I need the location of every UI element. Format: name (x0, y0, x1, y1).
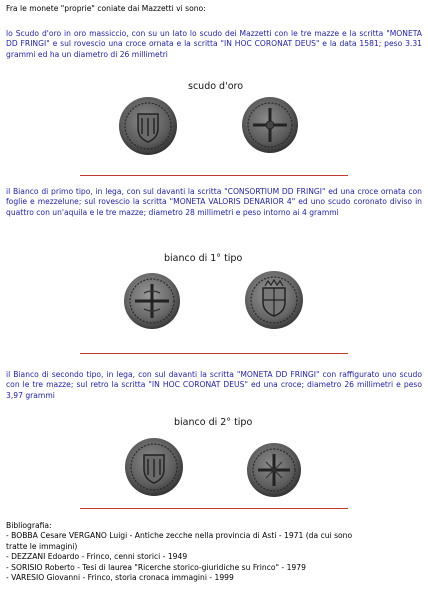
bibliography-entry: - SORISIO Roberto - Tesi di laurea "Ricerche storico-giuridiche su Frinco" - 1979 (6, 562, 306, 572)
scudo-oro-coins-image (106, 82, 316, 158)
bianco-primo-tipo-figure (108, 250, 320, 330)
bianco-secondo-tipo-caption: bianco di 2° tipo (174, 417, 253, 428)
divider (80, 508, 348, 509)
bibliography-entry: tratte le immagini) (6, 541, 78, 551)
bianco-primo-tipo-description: il Bianco di primo tipo, in lega, con sul davanti la scritta "CONSORTIUM DD FRINGI" ed una croce ornata con foglie e mezzelune; sul rovescio la scritta "MONETA VALORIS DENARIOR 4" ed uno scudo coronato diviso in quattro con un'aquila e le tre mazze; diametro 28 millimetri e peso intorno ai 4 grammi (6, 187, 422, 217)
bianco-primo-tipo-caption: bianco di 1° tipo (164, 253, 243, 264)
bibliography (6, 521, 422, 583)
bibliography-entry: - BOBBA Cesare VERGANO Luigi - Antiche zecche nella provincia di Asti - 1971 (da cui sono (6, 531, 353, 541)
divider (80, 175, 348, 176)
bibliography-entry: - DEZZANI Edoardo - Frinco, cenni storici - 1949 (6, 552, 188, 562)
bianco-secondo-tipo-figure (108, 418, 320, 498)
bianco-secondo-tipo-coins-image (108, 418, 320, 498)
intro-text: Fra le monete "proprie" coniate dai Mazzetti vi sono: (6, 4, 206, 13)
bibliography-entry: - VARESIO Giovanni - Frinco, storia cronaca immagini - 1999 (6, 573, 234, 583)
bibliography-title: Bibliografia: (6, 521, 52, 530)
divider (80, 353, 348, 354)
bianco-secondo-tipo-description: il Bianco di secondo tipo, in lega, con sul davanti la scritta "MONETA DD FRINGI" con raffigurato uno scudo con le tre mazze; sul retro la scritta "IN HOC CORONAT DEUS" ed una croce; diametro 26 millimetri e peso 3,97 grammi (6, 370, 422, 400)
scudo-oro-figure (106, 82, 316, 158)
scudo-oro-description: lo Scudo d'oro in oro massiccio, con su un lato lo scudo dei Mazzetti con le tre mazze e la scritta "MONETA DD FRINGI" e sul rovescio una croce ornata e la scritta "IN HOC CORONAT DEUS" e la data 1581; peso 3.31 grammi ed ha un diametro di 26 millimetri (6, 29, 422, 59)
scudo-oro-caption: scudo d'oro (188, 81, 244, 92)
